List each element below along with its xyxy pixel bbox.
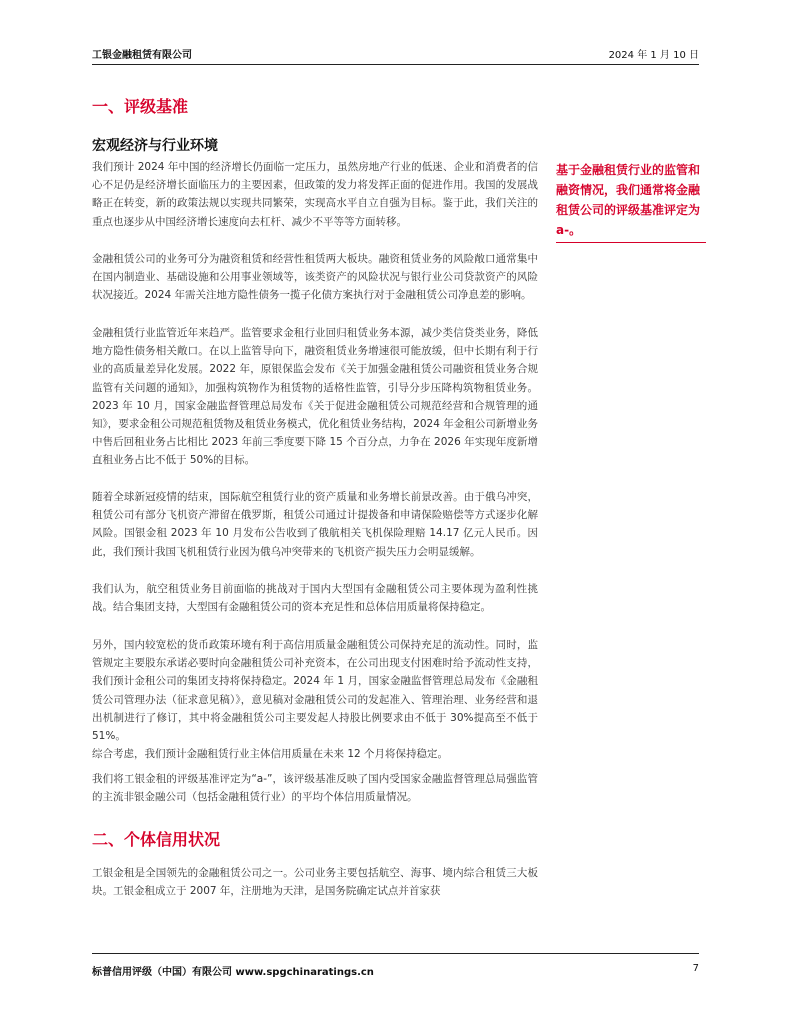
- paragraph-company-profile: 工银金租是全国领先的金融租赁公司之一。公司业务主要包括航空、海事、境内综合租赁三大板块。工银金租成立于 2007 年，注册地为天津，是国务院确定试点并首家获: [92, 867, 538, 898]
- footer-publisher: 标普信用评级（中国）有限公司 www.spgchinaratings.cn: [92, 967, 374, 978]
- section-2-title: 二、个体信用状况: [92, 830, 221, 849]
- paragraph-challenges: 我们认为，航空租赁业务目前面临的挑战对于国内大型国有金融租赁公司主要体现为盈利性挑战。结合集团支持，大型国有金融租赁公司的资本充足性和总体信用质量将保持稳定。: [92, 583, 538, 614]
- header-company: 工银金融租赁有限公司: [92, 50, 192, 61]
- section-1-subtitle: 宏观经济与行业环境: [92, 138, 218, 154]
- page-number: 7: [692, 963, 699, 974]
- paragraph-regulation: 金融租赁行业监管近年来趋严。监管要求金租行业回归租赁业务本源，减少类信贷类业务，降低地方隐性债务相关敞口。在以上监管导向下，融资租赁业务增速很可能放缓，但中长期有利于行业的高质量差异化发展。2022 年，原银保监会发布《关于加强金融租赁公司融资租赁业务合规监管有关问题的通知》，加强构筑物作为租赁物的适格性监管，引导分步压降构筑物租赁业务。2023 年 10 月，国家金融监督管理总局发布《关于促进金融租赁公司规范经营和合规管理的通知》，要求金租公司规范租赁物及租赁业务模式，优化租赁业务结构，2024 年金租公司新增业务中售后回租业务占比相比 2023 年前三季度要下降 15 个百分点，力争在 2026 年实现年度新增直租业务占比不低于 50%的目标。: [92, 327, 538, 467]
- footer-divider: [92, 953, 699, 954]
- header-date: 2024 年 1 月 10 日: [608, 50, 699, 61]
- paragraph-liquidity: 另外，国内较宽松的货币政策环境有利于高信用质量金融租赁公司保持充足的流动性。同时，监管规定主要股东承诺必要时向金融租赁公司补充资本，在公司出现支付困难时给予流动性支持，我们预计金租公司的集团支持将保持稳定。2024 年 1 月，国家金融监督管理总局发布《金融租赁公司管理办法（征求意见稿）》，意见稿对金融租赁公司的发起准入、管理治理、业务经营和退出机制进行了修订，其中将金融租赁公司主要发起人持股比例要求由不低于 30%提高至不低于 51%。: [92, 639, 538, 743]
- sidebar-divider: [556, 242, 706, 243]
- header-divider: [92, 64, 699, 65]
- paragraph-overall-outlook: 综合考虑，我们预计金融租赁行业主体信用质量在未来 12 个月将保持稳定。: [92, 748, 449, 760]
- sidebar-callout: 基于金融租赁行业的监管和融资情况，我们通常将金融租赁公司的评级基准评定为 a-。: [556, 163, 701, 237]
- section-1-title: 一、评级基准: [92, 97, 189, 116]
- paragraph-business-segments: 金融租赁公司的业务可分为融资租赁和经营性租赁两大板块。融资租赁业务的风险敞口通常集中在国内制造业、基础设施和公用事业领域等，该类资产的风险状况与银行业公司贷款资产的风险状况接近。2024 年需关注地方隐性债务一揽子化债方案执行对于金融租赁公司净息差的影响。: [92, 253, 538, 302]
- paragraph-aviation-leasing: 随着全球新冠疫情的结束，国际航空租赁行业的资产质量和业务增长前景改善。由于俄乌冲突，租赁公司有部分飞机资产滞留在俄罗斯，租赁公司通过计提拨备和申请保险赔偿等方式逐步化解风险。国银金租 2023 年 10 月发布公告收到了俄航相关飞机保险理赔 14.17 亿元人民币。因此，我们预计我国飞机租赁行业因为俄乌冲突带来的飞机资产损失压力会明显缓解。: [92, 491, 538, 558]
- paragraph-anchor: 我们将工银金租的评级基准评定为“a-”，该评级基准反映了国内受国家金融监督管理总局强监管的主流非银金融公司（包括金融租赁行业）的平均个体信用质量情况。: [92, 773, 538, 804]
- paragraph-macro-economy: 我们预计 2024 年中国的经济增长仍面临一定压力，虽然房地产行业的低迷、企业和消费者的信心不足仍是经济增长面临压力的主要因素，但政策的发力将发挥正面的促进作用。我国的发展战略正在转变，新的政策法规以实现共同繁荣，实现高水平自立自强为目标。鉴于此，我们关注的重点也逐步从中国经济增长速度向去杠杆、减少不平等等方面转移。: [92, 161, 538, 228]
